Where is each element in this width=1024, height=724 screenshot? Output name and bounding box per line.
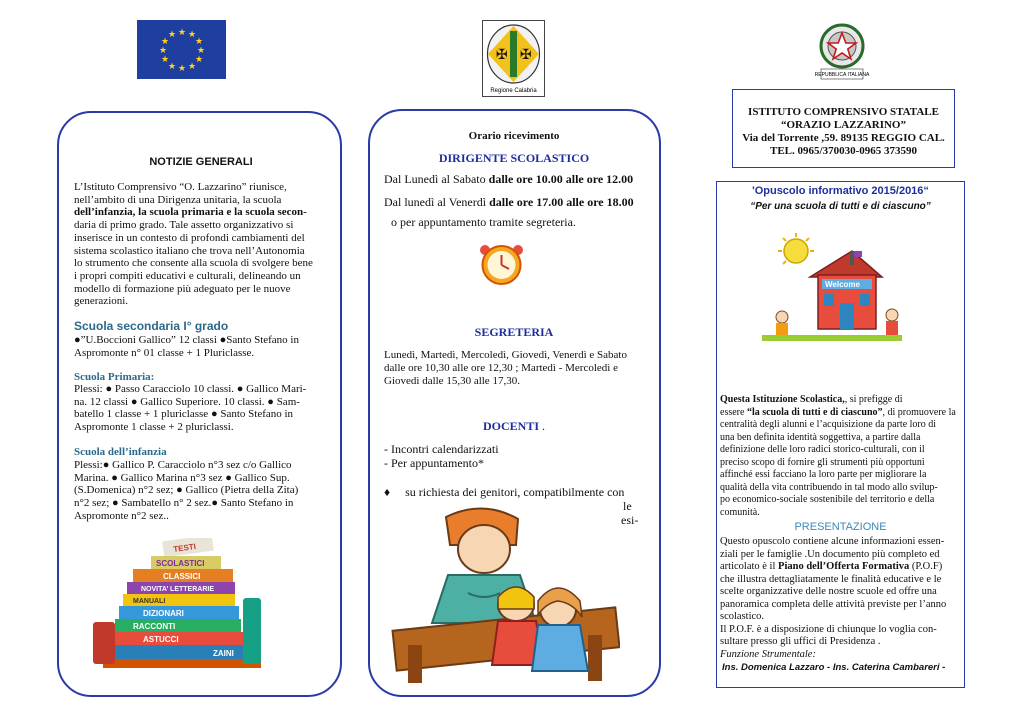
svg-text:REPUBBLICA ITALIANA: REPUBBLICA ITALIANA [814,72,870,78]
svg-text:★: ★ [195,55,204,65]
svg-text:MANUALI: MANUALI [133,598,166,605]
opuscolo-subtitle: “Per una scuola di tutti e di ciascuno” [750,201,931,212]
docenti-title: DOCENTI [482,419,539,433]
svg-text:CLASSICI: CLASSICI [163,572,201,581]
school-phone: TEL. 0965/370030-0965 373590 [770,145,917,157]
svg-text:★: ★ [195,37,204,47]
school-header-box [732,89,955,168]
docenti-heading: DOCENTI . [482,419,545,433]
regione-calabria-logo [482,20,545,97]
school-subname: “ORAZIO LAZZARINO” [781,119,906,131]
infanzia-title: Scuola dell’infanzia [74,446,167,458]
svg-text:★: ★ [168,30,177,40]
school-name: ISTITUTO COMPRENSIVO STATALE [748,106,939,118]
svg-text:★: ★ [197,46,206,56]
opuscolo-title: 'Opuscolo informativo 2015/2016“ [752,185,929,197]
books-illustration [93,538,265,669]
svg-text:Regione Calabria: Regione Calabria [490,88,537,94]
segreteria-title: SEGRETERIA [474,325,554,339]
dirigente-title: DIRIGENTE SCOLASTICO [438,151,590,165]
svg-text:TESTI: TESTI [172,541,197,555]
svg-text:★: ★ [161,55,170,65]
svg-text:★: ★ [178,64,187,74]
presentazione-paragraph: Questo opuscolo contiene alcune informazioni essen- ziali per le famiglie .Un documento più completo ed articolato è il Piano dell’Offerta Formativa (P.O.F) che illustra dettagliatamente le finalità educative e le scelte organizzative delle nostre scuole ed offre una panoramica completa delle attività previste per l’anno scolastico. Il P.O.F. è a disposizione di chiunque lo voglia con- sultare presso gli uffici di Presidenza . Funzione Strumentale: [720,536,963,661]
svg-text:✠: ✠ [496,47,508,63]
svg-text:ZAINI: ZAINI [213,649,234,658]
mission-paragraph: Questa Istituzione Scolastica,, si prefigge di essere “la scuola di tutti e di ciascuno”, di promuovere la centralità degli alunni e l’acquisizione da parte loro di una ben definita identità soggettiva, a partire dalla definizione delle loro radici storico-culturali, con il preciso scopo di fornire gli strumenti più opportuni affinché essi facciano la loro parte per migliorare la qualità della vita contribuendo in tal modo allo svilup- po economico-sociale sostenibile del territorio e della comunità. [720,394,956,518]
funzione-names: Ins. Domenica Lazzaro - Ins. Caterina Cambareri - [722,662,946,673]
svg-text:★: ★ [159,46,168,56]
presentazione-title: PRESENTAZIONE [794,521,887,533]
orario-label: Orario ricevimento [468,130,560,142]
school-house-illustration [752,231,912,346]
docenti-esi: esi- [621,513,639,527]
svg-text:DIZIONARI: DIZIONARI [143,609,184,618]
parent-teacher-illustration [388,505,620,683]
primaria-title: Scuola Primaria: [74,371,155,383]
funzione-label: Funzione Strumentale: [720,648,816,660]
svg-text:RACCONTI: RACCONTI [133,622,176,631]
dirigente-appointment: o per appuntamento tramite segreteria. [391,215,576,229]
dirigente-hours-1: Dal Lunedì al Sabato dalle ore 10.00 alle ore 12.00 [384,172,634,186]
eu-flag-logo [137,20,226,79]
svg-text:★: ★ [168,62,177,72]
svg-text:SCOLASTICI: SCOLASTICI [156,559,205,568]
repubblica-italiana-emblem [812,20,872,82]
dirigente-hours-2: Dal lunedì al Venerdì dalle ore 17.00 alle ore 18.00 [384,195,634,209]
svg-text:NOVITA’ LETTERARIE: NOVITA’ LETTERARIE [141,586,214,593]
secondaria-list: ●”U.Boccioni Gallico” 12 classi ●Santo Stefano in Aspromonte n° 01 classe + 1 Pluriclasse. [74,334,299,359]
svg-text:★: ★ [178,28,187,38]
clock-icon [476,244,527,286]
svg-text:✠: ✠ [520,47,532,63]
segreteria-hours: Lunedì, Martedì, Mercoledì, Giovedì, Venerdì e Sabato dalle ore 10,30 alle ore 12,30 ; Martedì - Mercoledì e Giovedì dalle 15,30 alle 17,30. [384,349,627,387]
svg-text:★: ★ [188,30,197,40]
svg-text:★: ★ [188,62,197,72]
svg-text:ASTUCCI: ASTUCCI [143,635,179,644]
infanzia-list: Plessi:● Gallico P. Caracciolo n°3 sez c/o Gallico Marina. ● Gallico Marina n°3 sez ● Gallico Sup. (S.Domenica) n°2 sez; ● Gallico (Pietra della Zita) n°2 sez; ● Sambatello n° 2 sez.● Santo Stefano in Aspromonte n°2 sez.. [74,459,299,522]
svg-text:★: ★ [161,37,170,47]
docenti-list: - Incontri calendarizzati - Per appuntamento* [384,442,499,470]
secondaria-title: Scuola secondaria I° grado [74,319,229,333]
intro-paragraph: L’Istituto Comprensivo “O. Lazzarino” riunisce, nell’ambito di una Dirigenza unitaria, la scuola dell’infanzia, la scuola primaria e la scuola secon- daria di primo grado. Tale assetto organizzativo si inserisce in un contesto di profondi cambiamenti del sistema scolastico italiano che trova nell’Autonomia lo strumento che consente alla scuola di svolgere bene i propri compiti educativi e culturali, delineando un modello di formazione più adeguato per le nuove generazioni. [74,181,313,308]
notizie-generali-title: NOTIZIE GENERALI [149,156,253,168]
docenti-richiesta: ♦ su richiesta dei genitori, compatibilmente con [384,485,625,499]
svg-text:Welcome: Welcome [825,280,860,289]
primaria-list: Plessi: ● Passo Caracciolo 10 classi. ● Gallico Mari- na. 12 classi ● Gallico Superiore. 10 classi. ● Sam- batello 1 classe + 1 pluriclasse ● Santo Stefano in Aspromonte 1 classe + 2 pluriclassi. [74,383,307,434]
docenti-le: le [623,499,632,513]
school-address: Via del Torrente ,59. 89135 REGGIO CAL. [742,132,945,144]
